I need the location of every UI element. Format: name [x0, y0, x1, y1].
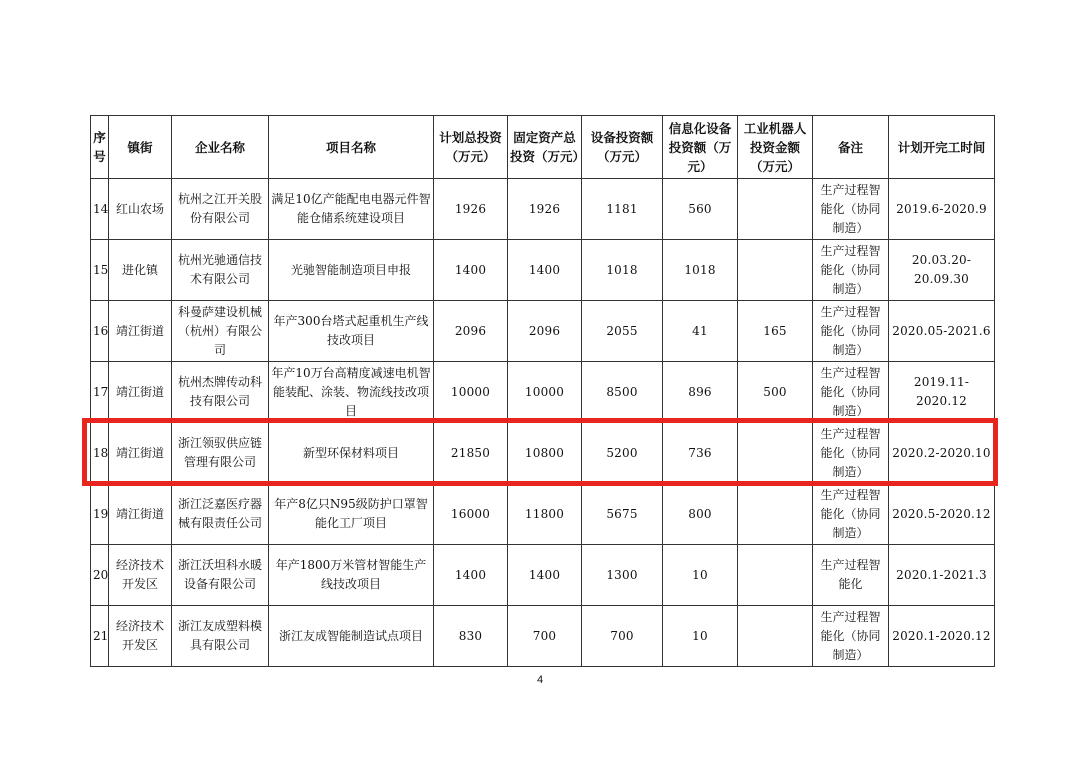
cell-text: 2055 — [606, 323, 638, 338]
cell-company — [172, 301, 269, 362]
cell-text: 700 — [532, 628, 557, 643]
header-serial: 序号 — [91, 116, 109, 179]
cell-text: 年产300台塔式起重机生产线技改项目 — [273, 314, 429, 347]
cell-total-investment — [434, 484, 508, 545]
cell-text: 生产过程智能化（协同制造） — [820, 609, 881, 662]
header-schedule: 计划开完工时间 — [889, 116, 995, 179]
cell-text: 14 — [93, 201, 109, 216]
cell-it-equipment-investment — [663, 240, 738, 301]
cell-company — [172, 179, 269, 240]
table-row — [91, 545, 995, 606]
cell-project — [269, 362, 434, 423]
cell-text: 21850 — [450, 445, 491, 460]
table-row — [91, 362, 995, 423]
cell-text: 560 — [688, 201, 712, 216]
cell-serial — [91, 301, 109, 362]
cell-text: 736 — [688, 445, 712, 460]
cell-equipment-investment — [582, 301, 663, 362]
cell-text: 生产过程智能化 — [820, 558, 881, 591]
cell-text: 20.03.20-20.09.30 — [911, 253, 972, 286]
cell-text: 杭州杰牌传动科技有限公司 — [177, 375, 262, 408]
cell-text: 1400 — [528, 262, 561, 277]
cell-equipment-investment — [582, 606, 663, 667]
cell-text: 2020.5-2020.12 — [892, 506, 991, 521]
cell-robot-investment — [738, 423, 813, 484]
cell-text: 830 — [458, 628, 483, 643]
cell-remarks — [813, 179, 889, 240]
table-row — [91, 179, 995, 240]
cell-text: 靖江街道 — [115, 384, 164, 399]
cell-text: 21 — [93, 628, 109, 643]
cell-total-investment — [434, 545, 508, 606]
cell-town — [109, 545, 172, 606]
cell-text: 满足10亿产能配电电器元件智能仓储系统建设项目 — [271, 192, 431, 225]
cell-text: 靖江街道 — [115, 323, 164, 338]
cell-equipment-investment — [582, 362, 663, 423]
cell-text: 16 — [93, 323, 109, 338]
cell-text: 年产1800万米管材智能生产线技改项目 — [275, 558, 427, 591]
cell-text: 浙江沃坦科水暖设备有限公司 — [177, 558, 262, 591]
cell-text: 红山农场 — [115, 201, 164, 216]
cell-text: 19 — [93, 506, 109, 521]
cell-total-investment — [434, 362, 508, 423]
cell-schedule — [889, 423, 995, 484]
cell-text: 光驰智能制造项目申报 — [290, 262, 411, 277]
cell-text: 进化镇 — [121, 262, 158, 277]
cell-text: 165 — [763, 323, 787, 338]
cell-remarks — [813, 545, 889, 606]
header-remarks: 备注 — [813, 116, 889, 179]
cell-text: 生产过程智能化（协同制造） — [820, 182, 881, 235]
cell-remarks — [813, 423, 889, 484]
cell-text: 18 — [93, 445, 109, 460]
cell-total-investment — [434, 423, 508, 484]
cell-town — [109, 484, 172, 545]
cell-text: 800 — [688, 506, 712, 521]
cell-text: 10000 — [524, 384, 565, 399]
cell-equipment-investment — [582, 179, 663, 240]
header-company: 企业名称 — [172, 116, 269, 179]
cell-robot-investment — [738, 301, 813, 362]
cell-text: 17 — [93, 384, 109, 399]
cell-text: 年产8亿只N95级防护口罩智能化工厂项目 — [274, 497, 428, 530]
cell-equipment-investment — [582, 423, 663, 484]
cell-town — [109, 179, 172, 240]
cell-text: 生产过程智能化（协同制造） — [820, 487, 881, 540]
cell-text: 2019.6-2020.9 — [896, 201, 987, 216]
cell-fixed-asset-investment — [508, 606, 582, 667]
cell-text: 8500 — [606, 384, 638, 399]
header-robot-investment: 工业机器人投资金额（万元） — [738, 116, 813, 179]
cell-fixed-asset-investment — [508, 240, 582, 301]
cell-text: 15 — [93, 262, 109, 277]
cell-company — [172, 606, 269, 667]
cell-robot-investment — [738, 606, 813, 667]
cell-text: 10000 — [450, 384, 491, 399]
page-number: 4 — [536, 674, 544, 686]
cell-town — [109, 423, 172, 484]
cell-company — [172, 484, 269, 545]
cell-fixed-asset-investment — [508, 362, 582, 423]
cell-text: 1018 — [684, 262, 716, 277]
cell-remarks — [813, 606, 889, 667]
cell-schedule — [889, 362, 995, 423]
cell-serial — [91, 179, 109, 240]
cell-equipment-investment — [582, 545, 663, 606]
cell-project — [269, 545, 434, 606]
cell-text: 20 — [93, 567, 109, 582]
cell-text: 生产过程智能化（协同制造） — [820, 365, 881, 418]
cell-text: 1400 — [454, 262, 487, 277]
cell-text: 杭州之江开关股份有限公司 — [177, 192, 262, 225]
cell-serial — [91, 484, 109, 545]
cell-text: 10 — [692, 567, 708, 582]
cell-serial — [91, 606, 109, 667]
cell-text: 5200 — [606, 445, 638, 460]
cell-equipment-investment — [582, 240, 663, 301]
cell-serial — [91, 545, 109, 606]
cell-fixed-asset-investment — [508, 484, 582, 545]
header-it-equipment-investment: 信息化设备投资额（万元） — [663, 116, 738, 179]
cell-schedule — [889, 545, 995, 606]
cell-project — [269, 484, 434, 545]
cell-remarks — [813, 240, 889, 301]
cell-text: 1926 — [528, 201, 561, 216]
cell-text: 2019.11-2020.12 — [913, 375, 970, 408]
cell-it-equipment-investment — [663, 362, 738, 423]
cell-serial — [91, 240, 109, 301]
cell-robot-investment — [738, 240, 813, 301]
cell-schedule — [889, 301, 995, 362]
header-town: 镇街 — [109, 116, 172, 179]
cell-robot-investment — [738, 484, 813, 545]
cell-remarks — [813, 362, 889, 423]
cell-town — [109, 240, 172, 301]
cell-text: 1181 — [606, 201, 638, 216]
cell-equipment-investment — [582, 484, 663, 545]
cell-project — [269, 301, 434, 362]
table-row — [91, 301, 995, 362]
cell-fixed-asset-investment — [508, 423, 582, 484]
cell-it-equipment-investment — [663, 545, 738, 606]
cell-text: 500 — [763, 384, 787, 399]
cell-text: 浙江友成塑料模具有限公司 — [177, 619, 262, 652]
cell-text: 生产过程智能化（协同制造） — [820, 304, 881, 357]
cell-total-investment — [434, 240, 508, 301]
cell-text: 2096 — [454, 323, 487, 338]
cell-company — [172, 240, 269, 301]
cell-robot-investment — [738, 362, 813, 423]
cell-serial — [91, 423, 109, 484]
cell-schedule — [889, 240, 995, 301]
cell-text: 经济技术开发区 — [115, 619, 164, 652]
cell-text: 10 — [692, 628, 708, 643]
cell-text: 生产过程智能化（协同制造） — [820, 426, 881, 479]
cell-text: 浙江泛嘉医疗器械有限责任公司 — [177, 497, 262, 530]
cell-text: 10800 — [524, 445, 565, 460]
cell-remarks — [813, 484, 889, 545]
cell-text: 2020.1-2020.12 — [892, 628, 991, 643]
cell-text: 1926 — [454, 201, 487, 216]
cell-schedule — [889, 179, 995, 240]
cell-town — [109, 606, 172, 667]
table-row — [91, 606, 995, 667]
cell-it-equipment-investment — [663, 179, 738, 240]
cell-fixed-asset-investment — [508, 545, 582, 606]
cell-schedule — [889, 484, 995, 545]
cell-robot-investment — [738, 545, 813, 606]
cell-company — [172, 362, 269, 423]
cell-text: 1018 — [606, 262, 638, 277]
cell-project — [269, 179, 434, 240]
header-total-investment: 计划总投资（万元） — [434, 116, 508, 179]
cell-robot-investment — [738, 179, 813, 240]
cell-text: 生产过程智能化（协同制造） — [820, 243, 881, 296]
cell-text: 1300 — [606, 567, 638, 582]
cell-total-investment — [434, 301, 508, 362]
cell-text: 2020.05-2021.6 — [892, 323, 991, 338]
cell-text: 杭州光驰通信技术有限公司 — [177, 253, 262, 286]
cell-text: 2020.2-2020.10 — [892, 445, 991, 460]
cell-text: 896 — [688, 384, 712, 399]
cell-text: 新型环保材料项目 — [302, 445, 399, 460]
cell-total-investment — [434, 179, 508, 240]
cell-it-equipment-investment — [663, 301, 738, 362]
cell-total-investment — [434, 606, 508, 667]
cell-text: 经济技术开发区 — [115, 558, 164, 591]
cell-text: 11800 — [524, 506, 565, 521]
cell-town — [109, 301, 172, 362]
cell-text: 41 — [692, 323, 708, 338]
cell-text: 年产10万台高精度减速电机智能装配、涂装、物流线技改项目 — [271, 365, 431, 418]
cell-text: 700 — [610, 628, 634, 643]
cell-text: 2020.1-2021.3 — [896, 567, 987, 582]
cell-text: 1400 — [454, 567, 487, 582]
table-row — [91, 423, 995, 484]
cell-remarks — [813, 301, 889, 362]
table-row — [91, 484, 995, 545]
header-fixed-asset-investment: 固定资产总投资（万元） — [508, 116, 582, 179]
cell-serial — [91, 362, 109, 423]
cell-text: 16000 — [450, 506, 491, 521]
cell-text: 浙江友成智能制造试点项目 — [278, 628, 423, 643]
cell-it-equipment-investment — [663, 484, 738, 545]
cell-text: 1400 — [528, 567, 561, 582]
cell-text: 浙江领驭供应链管理有限公司 — [177, 436, 262, 469]
table-header-row — [91, 116, 995, 179]
cell-it-equipment-investment — [663, 423, 738, 484]
cell-text: 科曼萨建设机械（杭州）有限公司 — [177, 304, 262, 357]
cell-text: 靖江街道 — [115, 506, 164, 521]
cell-fixed-asset-investment — [508, 301, 582, 362]
cell-project — [269, 240, 434, 301]
cell-company — [172, 545, 269, 606]
cell-town — [109, 362, 172, 423]
cell-text: 靖江街道 — [115, 445, 164, 460]
cell-fixed-asset-investment — [508, 179, 582, 240]
cell-company — [172, 423, 269, 484]
table-row — [91, 240, 995, 301]
header-equipment-investment: 设备投资额（万元） — [582, 116, 663, 179]
cell-project — [269, 423, 434, 484]
header-project: 项目名称 — [269, 116, 434, 179]
cell-text: 5675 — [606, 506, 638, 521]
cell-text: 2096 — [528, 323, 561, 338]
cell-schedule — [889, 606, 995, 667]
investment-project-table — [90, 115, 995, 667]
cell-project — [269, 606, 434, 667]
cell-it-equipment-investment — [663, 606, 738, 667]
table-body — [91, 179, 995, 667]
